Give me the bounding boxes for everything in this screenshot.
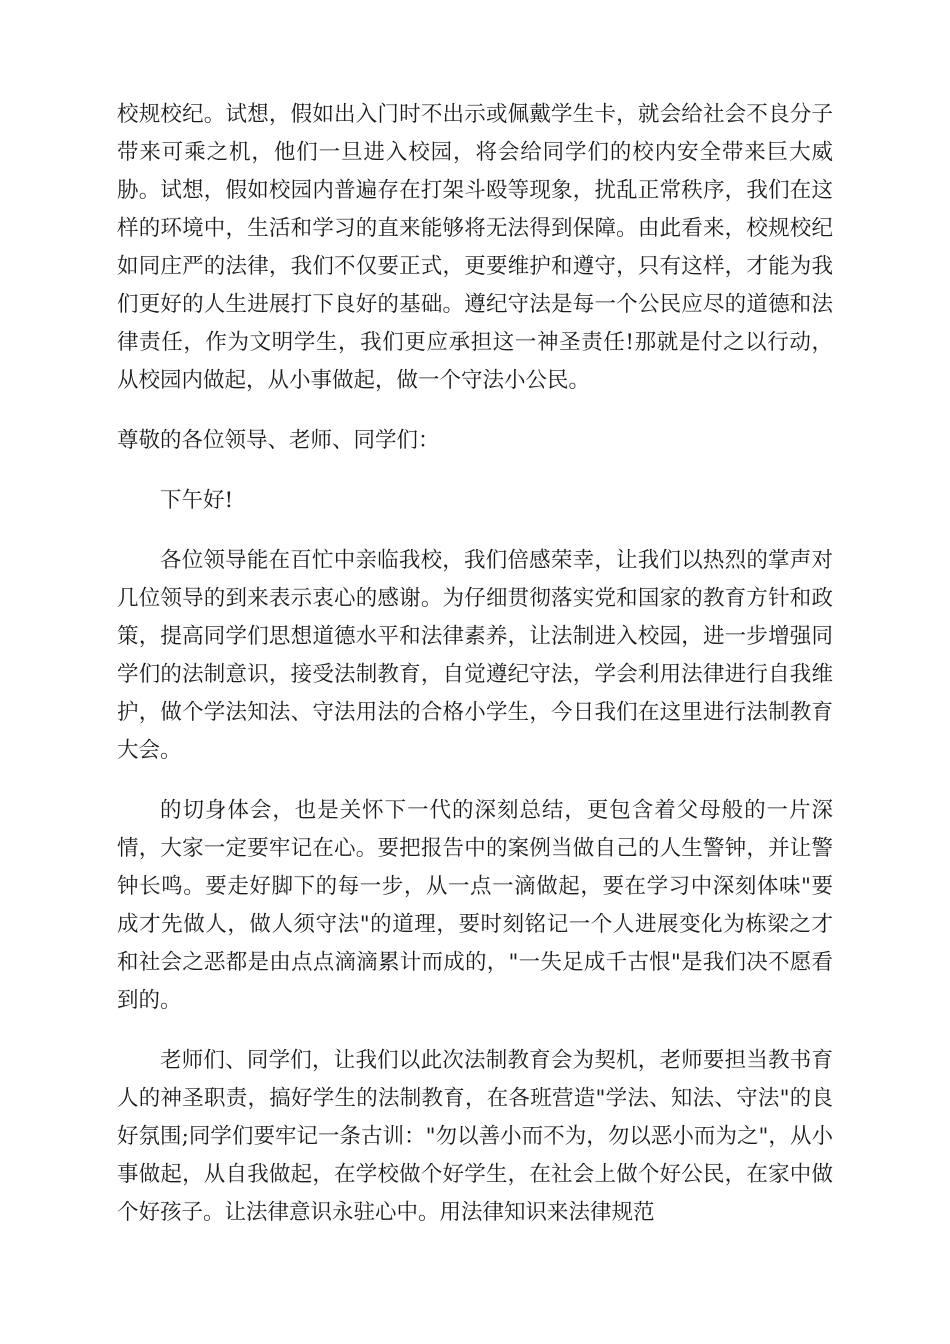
paragraph-welcome: 各位领导能在百忙中亲临我校，我们倍感荣幸，让我们以热烈的掌声对几位领导的到来表示衷心的感谢。为仔细贯彻落实党和国家的教育方针和政策，提高同学们思想道德水平和法律素养，让法制进入校园，进一步增强同学们的法制意识，接受法制教育，自觉遵纪守法，学会利用法律进行自我维护，做个学法知法、守法用法的合格小学生，今日我们在这里进行法制教育大会。 bbox=[117, 548, 833, 763]
document-body bbox=[117, 96, 833, 1232]
paragraph-school-rules: 校规校纪。试想，假如出入门时不出示或佩戴学生卡，就会给社会不良分子带来可乘之机，他们一旦进入校园，将会给同学们的校内安全带来巨大威胁。试想，假如校园内普遍存在打架斗殴等现象，扰乱正常秩序，我们在这样的环境中，生活和学习的直来能够将无法得到保障。由此看来，校规校纪如同庄严的法律，我们不仅要正式，更要维护和遵守，只有这样，才能为我们更好的人生进展打下良好的基础。遵纪守法是每一个公民应尽的道德和法律责任，作为文明学生，我们更应承担这一神圣责任!那就是付之以行动，从校园内做起，从小事做起，做一个守法小公民。 bbox=[117, 102, 833, 393]
salutation: 尊敬的各位领导、老师、同学们： bbox=[117, 428, 440, 453]
paragraph-call-to-action: 老师们、同学们，让我们以此次法制教育会为契机，老师要担当教书育人的神圣职责，搞好学生的法制教育，在各班营造"学法、知法、守法"的良好氛围;同学们要牢记一条古训："勿以善小而不为，勿以恶小而为之"，从小事做起，从自我做起，在学校做个好学生，在社会上做个好公民，在家中做个好孩子。让法律意识永驻心中。用法律知识来法律规范 bbox=[117, 1048, 833, 1225]
paragraph-reflection: 的切身体会，也是关怀下一代的深刻总结，更包含着父母般的一片深情，大家一定要牢记在心。要把报告中的案例当做自己的人生警钟，并让警钟长鸣。要走好脚下的每一步，从一点一滴做起，要在学习中深刻体味"要成才先做人，做人须守法"的道理，要时刻铭记一个人进展变化为栋梁之才和社会之恶都是由点点滴滴累计而成的，"一失足成千古恨"是我们决不愿看到的。 bbox=[117, 798, 833, 1013]
greeting: 下午好! bbox=[160, 488, 234, 513]
